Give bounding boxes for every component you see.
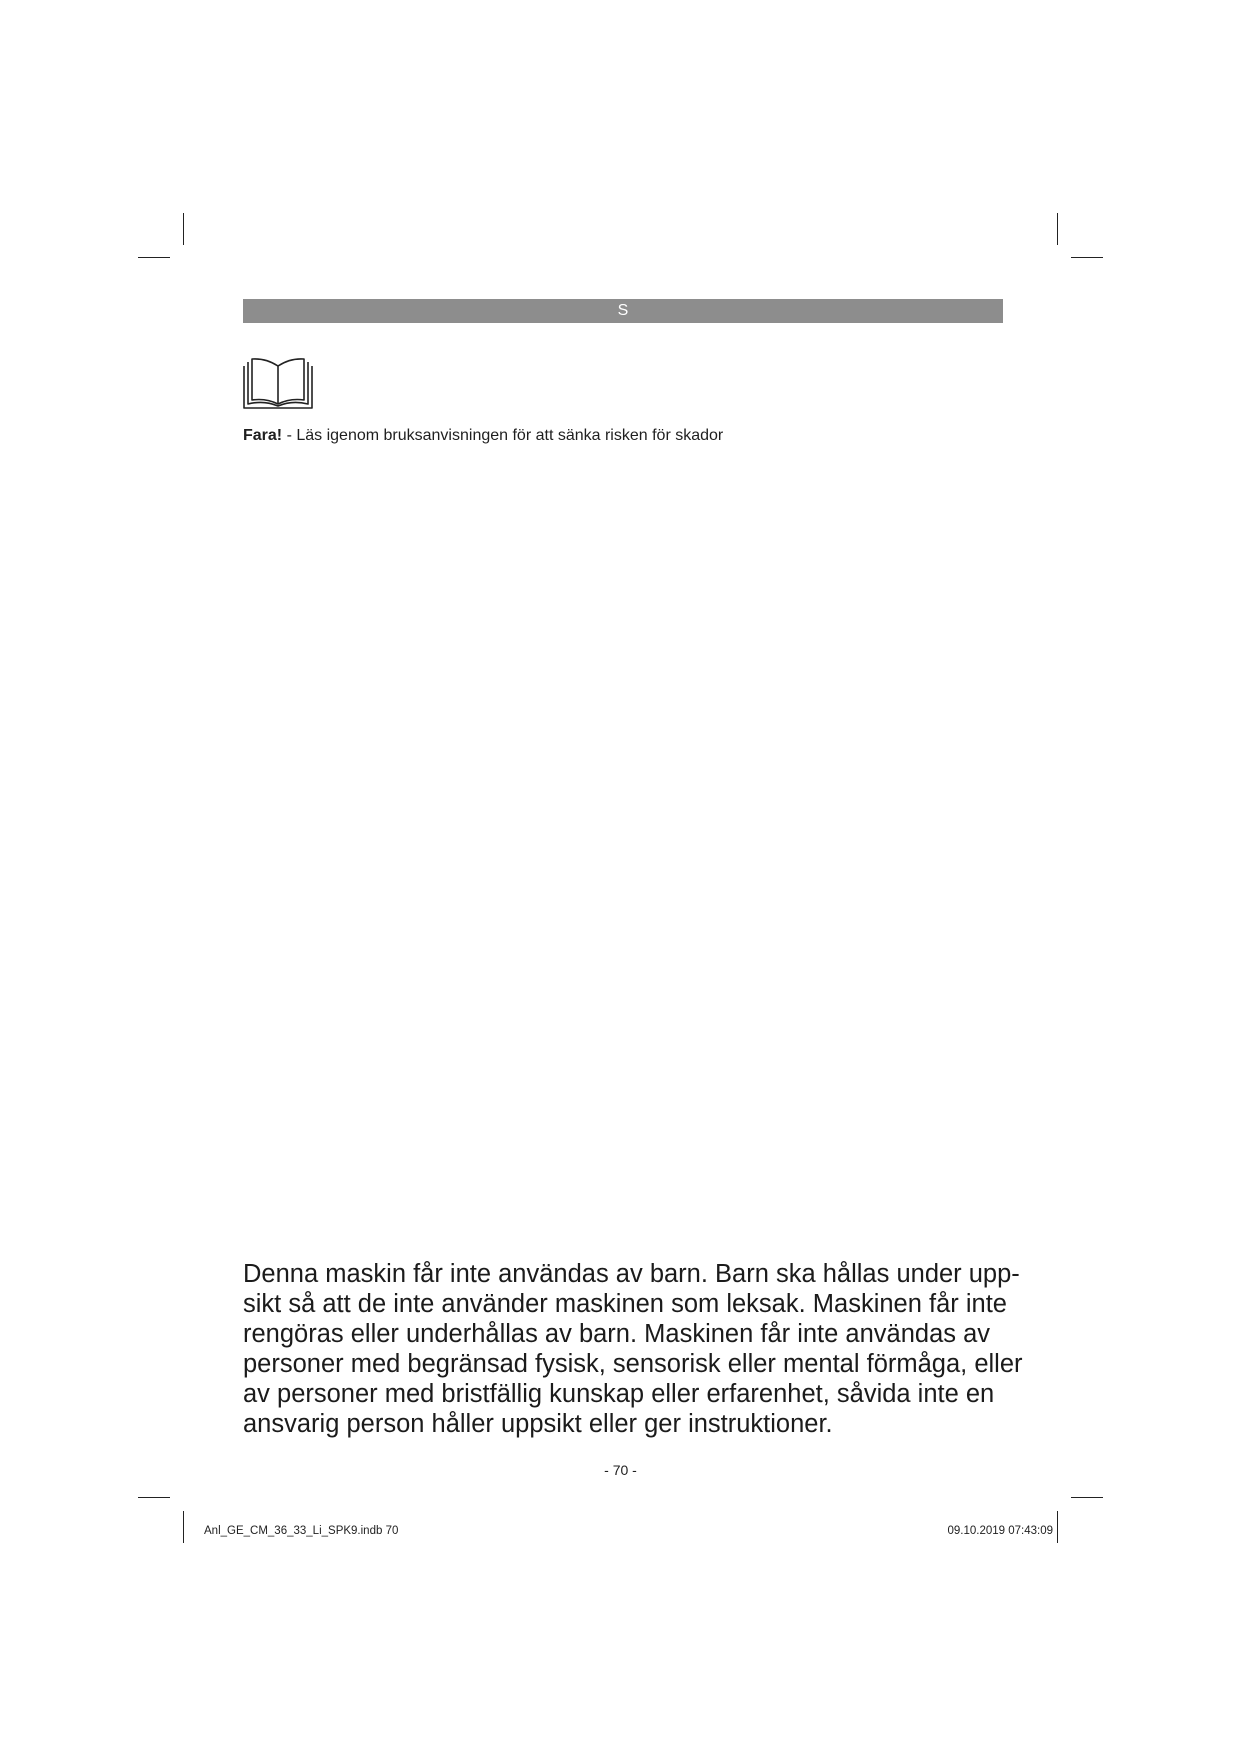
danger-label: Fara! xyxy=(243,427,283,444)
footer-timestamp: 09.10.2019 07:43:09 xyxy=(947,1525,1053,1537)
crop-mark xyxy=(183,213,184,245)
crop-mark xyxy=(138,1497,170,1498)
crop-mark xyxy=(1071,257,1103,258)
child-safety-warning-paragraph xyxy=(243,1259,1023,1439)
danger-text: - Läs igenom bruksanvisningen för att sänka risken för skador xyxy=(282,427,724,444)
paragraph-line: personer med begränsad fysisk, sensorisk eller mental förmåga, eller xyxy=(243,1350,1023,1378)
paragraph-line: Denna maskin får inte användas av barn. Barn ska hållas under upp- xyxy=(243,1260,1020,1288)
crop-mark xyxy=(1071,1497,1103,1498)
paragraph-line: ansvarig person håller uppsikt eller ger instruktioner. xyxy=(243,1410,833,1438)
danger-notice xyxy=(243,427,723,445)
crop-mark xyxy=(138,257,170,258)
page-number: - 70 - xyxy=(604,1462,637,1478)
paragraph-line: sikt så att de inte använder maskinen som leksak. Maskinen får inte xyxy=(243,1290,1007,1318)
footer-file-name: Anl_GE_CM_36_33_Li_SPK9.indb 70 xyxy=(204,1525,399,1537)
crop-mark xyxy=(1057,1511,1058,1543)
crop-mark xyxy=(183,1511,184,1543)
paragraph-line: av personer med bristfällig kunskap eller erfarenhet, såvida inte en xyxy=(243,1380,995,1408)
crop-mark xyxy=(1057,213,1058,245)
language-code: S xyxy=(617,302,629,319)
book-icon xyxy=(242,358,314,410)
paragraph-line: rengöras eller underhållas av barn. Maskinen får inte användas av xyxy=(243,1320,991,1348)
language-header-bar xyxy=(243,299,1003,323)
